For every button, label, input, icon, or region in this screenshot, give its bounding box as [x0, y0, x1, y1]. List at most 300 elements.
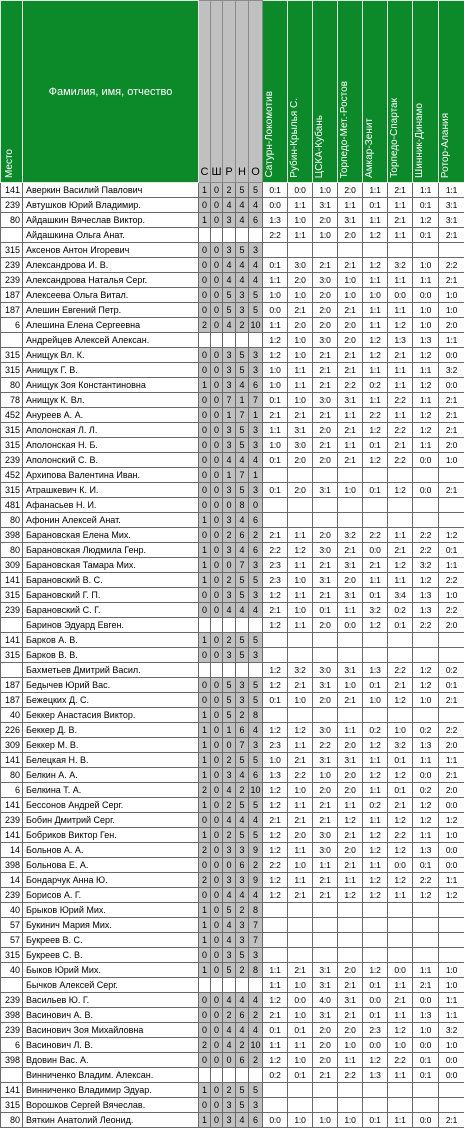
row-stat: 2 — [236, 708, 249, 723]
row-place: 6 — [1, 783, 23, 798]
row-score: 2:0 — [338, 843, 363, 858]
row-name: Бежецких Д. С. — [23, 693, 199, 708]
row-stat: 4 — [236, 378, 249, 393]
row-stat: 0 — [211, 558, 223, 573]
row-score: 0:1 — [439, 678, 464, 693]
row-score: 1:1 — [413, 963, 439, 978]
row-score: 0:0 — [439, 348, 464, 363]
row-score: 1:1 — [363, 213, 388, 228]
row-score — [288, 903, 313, 918]
row-score: 1:2 — [263, 888, 288, 903]
row-score: 1:1 — [413, 393, 439, 408]
row-stat — [211, 1068, 223, 1083]
row-score: 2:2 — [439, 573, 464, 588]
row-score: 1:1 — [413, 183, 439, 198]
row-score: 2:0 — [338, 573, 363, 588]
row-score: 2:0 — [338, 333, 363, 348]
row-score: 2:1 — [388, 438, 413, 453]
row-stat: 0 — [199, 438, 211, 453]
row-score: 2:1 — [313, 558, 338, 573]
row-score: 1:1 — [439, 873, 464, 888]
row-place: 315 — [1, 1098, 23, 1113]
row-score: 1:2 — [263, 333, 288, 348]
row-stat: 2 — [199, 318, 211, 333]
row-score: 1:1 — [388, 363, 413, 378]
row-score: 2:2 — [439, 258, 464, 273]
row-stat: 4 — [223, 813, 236, 828]
table-row — [1, 423, 464, 438]
header-place-label: Место — [4, 148, 15, 178]
row-stat: 3 — [249, 738, 263, 753]
row-stat: 4 — [236, 453, 249, 468]
row-score: 2:1 — [439, 273, 464, 288]
row-score — [263, 1083, 288, 1098]
row-stat: 0 — [199, 888, 211, 903]
row-score — [439, 903, 464, 918]
row-score: 0:1 — [388, 618, 413, 633]
row-place: 6 — [1, 1038, 23, 1053]
row-score: 1:0 — [338, 1038, 363, 1053]
row-stat: 1 — [199, 768, 211, 783]
row-score: 1:0 — [288, 333, 313, 348]
row-score: 1:1 — [263, 963, 288, 978]
row-score: 1:2 — [263, 783, 288, 798]
row-score: 2:0 — [313, 618, 338, 633]
row-score: 1:0 — [439, 453, 464, 468]
row-score: 2:1 — [263, 1008, 288, 1023]
row-stat: 5 — [236, 753, 249, 768]
table-row — [1, 363, 464, 378]
row-score — [439, 648, 464, 663]
row-name: Беккер Д. В. — [23, 723, 199, 738]
row-stat: 1 — [199, 543, 211, 558]
table-row — [1, 693, 464, 708]
row-score: 2:1 — [338, 303, 363, 318]
row-score: 0:0 — [363, 1038, 388, 1053]
row-stat: 1 — [199, 753, 211, 768]
row-score: 2:0 — [288, 318, 313, 333]
row-score — [413, 1098, 439, 1113]
row-stat: 0 — [199, 423, 211, 438]
row-score: 1:2 — [388, 1023, 413, 1038]
table-row — [1, 1053, 464, 1068]
row-score: 0:1 — [263, 183, 288, 198]
row-stat: 5 — [236, 363, 249, 378]
row-score: 0:2 — [363, 798, 388, 813]
row-stat: 3 — [249, 438, 263, 453]
row-score: 2:1 — [388, 543, 413, 558]
row-score — [388, 633, 413, 648]
row-score: 1:1 — [338, 198, 363, 213]
row-score: 1:2 — [413, 888, 439, 903]
table-row — [1, 873, 464, 888]
row-score: 2:2 — [413, 528, 439, 543]
row-score: 1:2 — [413, 813, 439, 828]
row-score: 1:2 — [413, 423, 439, 438]
row-score: 1:3 — [413, 603, 439, 618]
row-name: Бобин Дмитрий Серг. — [23, 813, 199, 828]
row-score: 2:0 — [288, 828, 313, 843]
row-score — [313, 948, 338, 963]
table-row — [1, 753, 464, 768]
row-score — [363, 948, 388, 963]
row-stat: 4 — [223, 1038, 236, 1053]
row-score: 3:1 — [288, 423, 313, 438]
row-place: 80 — [1, 513, 23, 528]
table-row — [1, 633, 464, 648]
row-name: Аполонская Н. Б. — [23, 438, 199, 453]
row-stat: 1 — [199, 828, 211, 843]
row-stat: 5 — [236, 798, 249, 813]
row-stat: 4 — [236, 603, 249, 618]
row-score: 1:0 — [263, 363, 288, 378]
row-score: 2:1 — [288, 963, 313, 978]
row-score — [263, 633, 288, 648]
row-score — [388, 933, 413, 948]
row-stat: 6 — [236, 1008, 249, 1023]
row-score: 3:2 — [439, 363, 464, 378]
row-stat: 0 — [211, 1098, 223, 1113]
row-place: 141 — [1, 753, 23, 768]
row-score: 1:2 — [388, 813, 413, 828]
row-score — [263, 918, 288, 933]
row-score — [288, 648, 313, 663]
row-score: 2:1 — [338, 423, 363, 438]
header-match-8: Ротор-Алания — [439, 1, 464, 183]
header-name-label: Фамилия, имя, отчество — [48, 85, 173, 98]
row-place: 80 — [1, 543, 23, 558]
row-score: 3:2 — [388, 258, 413, 273]
row-score: 3:2 — [439, 1023, 464, 1038]
row-stat: 0 — [199, 603, 211, 618]
row-stat: 9 — [249, 873, 263, 888]
row-score: 0:1 — [288, 1023, 313, 1038]
row-stat: 1 — [223, 723, 236, 738]
row-stat: 5 — [236, 828, 249, 843]
row-stat: 1 — [199, 213, 211, 228]
row-score: 0:0 — [363, 993, 388, 1008]
row-score — [263, 243, 288, 258]
row-stat: 5 — [249, 828, 263, 843]
row-score: 1:1 — [363, 318, 388, 333]
row-stat: 0 — [199, 858, 211, 873]
row-stat: 5 — [223, 303, 236, 318]
row-stat: 0 — [211, 243, 223, 258]
row-name: Архипова Валентина Иван. — [23, 468, 199, 483]
table-row — [1, 798, 464, 813]
row-stat: 5 — [236, 633, 249, 648]
row-stat: 4 — [236, 213, 249, 228]
row-name: Автушков Юрий Владимир. — [23, 198, 199, 213]
row-score: 3:0 — [288, 258, 313, 273]
row-score: 1:1 — [363, 753, 388, 768]
row-score: 1:2 — [338, 813, 363, 828]
header-match-4: Торпедо-Мет.-Ростов — [338, 1, 363, 183]
table-row — [1, 588, 464, 603]
row-stat — [249, 228, 263, 243]
row-score — [363, 903, 388, 918]
row-score: 2:3 — [263, 558, 288, 573]
row-stat: 1 — [249, 468, 263, 483]
row-score: 2:1 — [338, 258, 363, 273]
row-score: 1:1 — [288, 843, 313, 858]
row-score: 1:2 — [263, 873, 288, 888]
row-stat: 3 — [223, 873, 236, 888]
header-place — [1, 1, 23, 183]
row-stat: 4 — [249, 198, 263, 213]
row-score — [263, 1098, 288, 1113]
row-score: 1:1 — [338, 723, 363, 738]
row-stat: 2 — [223, 798, 236, 813]
row-score — [313, 513, 338, 528]
row-score: 2:1 — [263, 603, 288, 618]
row-name: Барков В. В. — [23, 648, 199, 663]
row-stat: 6 — [249, 1113, 263, 1128]
row-score: 1:1 — [338, 1053, 363, 1068]
row-stat: 1 — [199, 1113, 211, 1128]
table-row — [1, 708, 464, 723]
row-score: 3:0 — [288, 438, 313, 453]
row-score: 1:1 — [288, 363, 313, 378]
row-place: 80 — [1, 213, 23, 228]
row-score: 2:0 — [313, 1053, 338, 1068]
row-score: 0:1 — [288, 1068, 313, 1083]
row-name: Бахметьев Дмитрий Васил. — [23, 663, 199, 678]
row-score: 0:1 — [313, 603, 338, 618]
row-score: 2:1 — [338, 693, 363, 708]
row-stat: 2 — [199, 873, 211, 888]
row-stat: 2 — [223, 573, 236, 588]
row-score: 2:1 — [439, 393, 464, 408]
row-score: 1:1 — [288, 588, 313, 603]
row-stat: 2 — [223, 183, 236, 198]
row-score: 2:0 — [338, 1023, 363, 1038]
row-stat: 4 — [223, 918, 236, 933]
row-score: 1:1 — [363, 183, 388, 198]
row-score: 2:1 — [338, 858, 363, 873]
row-stat: 0 — [199, 393, 211, 408]
row-score: 1:2 — [363, 888, 388, 903]
row-score — [413, 648, 439, 663]
row-stat: 0 — [211, 738, 223, 753]
row-score: 0:0 — [363, 543, 388, 558]
row-score: 1:1 — [363, 363, 388, 378]
row-stat: 7 — [236, 738, 249, 753]
table-row — [1, 378, 464, 393]
row-stat: 0 — [199, 453, 211, 468]
row-stat: 8 — [236, 498, 249, 513]
row-score: 1:0 — [388, 723, 413, 738]
row-stat: 0 — [211, 303, 223, 318]
row-place: 398 — [1, 858, 23, 873]
row-score: 2:2 — [363, 528, 388, 543]
row-place: 315 — [1, 483, 23, 498]
row-score: 1:0 — [439, 288, 464, 303]
row-score — [338, 1083, 363, 1098]
row-score: 1:0 — [263, 378, 288, 393]
row-score — [263, 648, 288, 663]
row-score: 2:1 — [338, 1008, 363, 1023]
row-stat: 3 — [236, 303, 249, 318]
row-stat: 0 — [223, 498, 236, 513]
row-score: 1:2 — [263, 828, 288, 843]
row-score: 1:1 — [439, 993, 464, 1008]
row-stat: 0 — [211, 603, 223, 618]
row-name: Букреев В. С. — [23, 933, 199, 948]
row-place: 14 — [1, 843, 23, 858]
table-row — [1, 528, 464, 543]
row-score: 3:0 — [313, 273, 338, 288]
row-score: 0:0 — [413, 768, 439, 783]
row-stat: 0 — [211, 753, 223, 768]
row-stat: 3 — [249, 363, 263, 378]
row-stat: 6 — [249, 768, 263, 783]
row-score: 0:0 — [439, 1053, 464, 1068]
row-stat: 4 — [236, 768, 249, 783]
row-stat: 6 — [236, 858, 249, 873]
row-place: 40 — [1, 963, 23, 978]
row-stat: 2 — [249, 1053, 263, 1068]
row-score: 1:2 — [413, 408, 439, 423]
row-score — [363, 1083, 388, 1098]
row-score — [388, 918, 413, 933]
row-score: 1:2 — [363, 333, 388, 348]
row-score: 3:2 — [338, 528, 363, 543]
row-name: Анищук Вл. К. — [23, 348, 199, 363]
table-row — [1, 648, 464, 663]
row-stat: 4 — [223, 783, 236, 798]
row-score: 0:1 — [413, 198, 439, 213]
row-score: 2:2 — [288, 768, 313, 783]
row-stat: 0 — [199, 483, 211, 498]
row-score — [439, 468, 464, 483]
row-stat: 0 — [199, 1008, 211, 1023]
row-score: 2:0 — [313, 783, 338, 798]
row-stat: 0 — [211, 393, 223, 408]
row-score — [439, 498, 464, 513]
row-score: 3:0 — [313, 723, 338, 738]
row-score: 1:1 — [388, 888, 413, 903]
row-score: 0:0 — [388, 858, 413, 873]
row-score: 1:0 — [413, 1023, 439, 1038]
row-score — [363, 633, 388, 648]
row-stat: 0 — [199, 648, 211, 663]
row-score: 2:2 — [388, 453, 413, 468]
row-score: 1:3 — [388, 333, 413, 348]
row-score: 2:1 — [439, 483, 464, 498]
row-stat: 3 — [223, 1113, 236, 1128]
row-score: 1:0 — [338, 288, 363, 303]
row-score — [413, 498, 439, 513]
row-score: 1:1 — [288, 873, 313, 888]
row-name: Бедычев Юрий Вас. — [23, 678, 199, 693]
table-row — [1, 513, 464, 528]
row-name: Александрова Наталья Серг. — [23, 273, 199, 288]
row-stat: 4 — [236, 273, 249, 288]
row-score: 1:1 — [363, 273, 388, 288]
row-stat: 4 — [236, 993, 249, 1008]
row-score: 0:1 — [363, 1113, 388, 1128]
row-score: 1:0 — [439, 303, 464, 318]
table-row — [1, 1113, 464, 1128]
row-score: 2:2 — [413, 618, 439, 633]
row-score: 3:1 — [338, 213, 363, 228]
row-place: 141 — [1, 633, 23, 648]
row-stat: 0 — [199, 363, 211, 378]
row-place: 239 — [1, 258, 23, 273]
row-score: 1:3 — [413, 588, 439, 603]
row-stat: 2 — [199, 783, 211, 798]
row-stat: 3 — [236, 693, 249, 708]
row-stat: 4 — [236, 258, 249, 273]
row-score: 1:2 — [439, 813, 464, 828]
row-score: 1:0 — [263, 438, 288, 453]
row-stat — [199, 978, 211, 993]
row-name: Барановский В. С. — [23, 573, 199, 588]
row-score: 1:1 — [388, 198, 413, 213]
row-score: 2:1 — [313, 588, 338, 603]
header-match-6: Торпедо-Спартак — [388, 1, 413, 183]
row-score: 1:0 — [439, 978, 464, 993]
row-score: 2:0 — [313, 423, 338, 438]
row-stat: 0 — [211, 798, 223, 813]
row-stat: 3 — [236, 288, 249, 303]
row-place: 141 — [1, 828, 23, 843]
row-score — [338, 903, 363, 918]
table-row — [1, 918, 464, 933]
row-name: Васильев Ю. Г. — [23, 993, 199, 1008]
row-score: 1:1 — [288, 738, 313, 753]
row-score: 3:0 — [313, 828, 338, 843]
row-score: 2:1 — [439, 408, 464, 423]
row-score — [263, 903, 288, 918]
row-name: Беккер М. В. — [23, 738, 199, 753]
row-score: 2:2 — [263, 228, 288, 243]
row-score: 1:1 — [439, 753, 464, 768]
row-stat: 5 — [223, 678, 236, 693]
row-stat: 5 — [223, 708, 236, 723]
row-score: 0:1 — [263, 693, 288, 708]
row-score: 1:2 — [439, 888, 464, 903]
row-stat: 3 — [249, 423, 263, 438]
row-stat: 5 — [249, 1083, 263, 1098]
row-score — [313, 633, 338, 648]
row-score: 1:1 — [388, 408, 413, 423]
row-stat: 0 — [211, 198, 223, 213]
table-row — [1, 963, 464, 978]
row-score — [413, 903, 439, 918]
row-score: 2:0 — [338, 783, 363, 798]
row-score: 3:2 — [413, 558, 439, 573]
table-row — [1, 228, 464, 243]
row-score: 0:0 — [413, 483, 439, 498]
row-score: 2:1 — [388, 183, 413, 198]
row-stat: 0 — [211, 423, 223, 438]
table-row — [1, 273, 464, 288]
row-place: 315 — [1, 363, 23, 378]
row-stat: 4 — [249, 1023, 263, 1038]
row-score: 2:0 — [313, 693, 338, 708]
row-name: Айдашкина Ольга Анат. — [23, 228, 199, 243]
header-stat-n: Н — [236, 1, 249, 183]
row-score: 1:1 — [338, 438, 363, 453]
row-stat: 4 — [249, 273, 263, 288]
row-stat: 4 — [223, 453, 236, 468]
row-name: Афонин Алексей Анат. — [23, 513, 199, 528]
row-score — [363, 243, 388, 258]
row-score — [288, 513, 313, 528]
row-score: 1:1 — [363, 858, 388, 873]
